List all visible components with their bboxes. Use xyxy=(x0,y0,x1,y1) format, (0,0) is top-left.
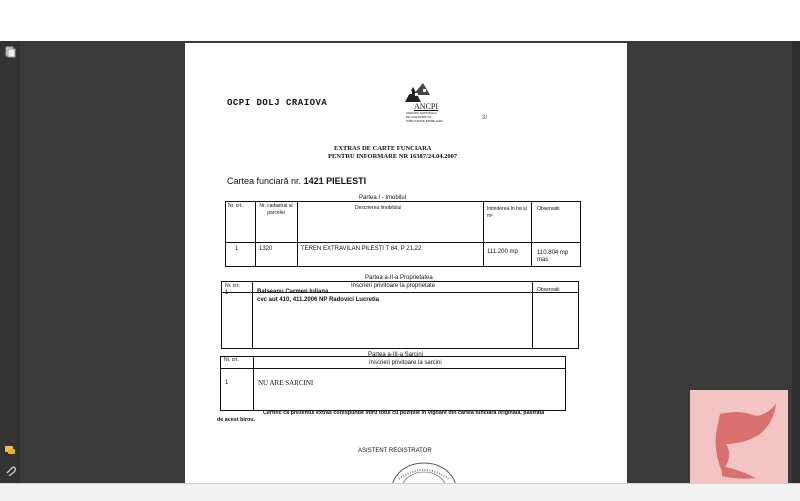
carte-funciara-line xyxy=(227,176,366,186)
status-bar xyxy=(0,483,800,501)
office-header: OCPI DOLJ CRAIOVA xyxy=(227,98,328,108)
part3-title: Partea a-III-a Sarcini xyxy=(368,352,424,358)
part2-owner-detail: cvc aut 410, 411.2006 NP Radovici Lucretia xyxy=(257,297,379,303)
signature-title: ASISTENT REGISTRATOR xyxy=(358,448,432,454)
agency-subtitle-2: DE CADASTRU SI xyxy=(406,115,432,119)
part2-header-observatii: Observatii xyxy=(537,287,560,293)
attachment-icon[interactable] xyxy=(4,464,16,476)
part3-header-nr: Nr. crt. xyxy=(224,357,239,363)
scanned-document-page xyxy=(185,43,627,483)
part3-subtitle: Inscrieri privitoare la sarcini xyxy=(369,360,442,366)
part2-title: Partea a-II-a Proprietatea xyxy=(365,275,433,281)
agency-name: ANCPI xyxy=(414,102,439,111)
top-toolbar xyxy=(0,0,800,41)
part2-header-nr: Nr. crt. xyxy=(225,283,240,289)
certify-line1: Certific că prezentul extras corespunde întru totul cu pozițiile în vigoare din cartea funciară originală, păstrată xyxy=(263,410,545,416)
bird-logo-icon xyxy=(690,390,788,483)
ancpi-logo xyxy=(403,81,443,127)
carte-label: Cartea funciară nr. xyxy=(227,176,302,186)
part2-owner: Balseanu Carmen Iuliana xyxy=(257,289,329,295)
comments-icon[interactable] xyxy=(4,443,16,455)
part3-row-nr: 1 xyxy=(225,380,229,386)
margin-mark: 3/ xyxy=(482,115,488,121)
pages-icon[interactable] xyxy=(4,45,16,57)
vertical-scrollbar[interactable] xyxy=(792,41,800,483)
certify-line2: de acest birou. xyxy=(217,417,256,423)
part1-header-nr: Nr. crt. xyxy=(228,203,243,209)
part1-title: Partea I - Imobilul xyxy=(359,195,407,201)
part1-header-cadastral: Nr. cadastral al parcelei xyxy=(259,203,293,216)
part2-row-nr: 1 xyxy=(225,290,229,296)
carte-value: 1421 PIELESTI xyxy=(303,176,367,186)
part1-row-observatii: 110.804 mp mas xyxy=(537,250,569,263)
doc-title-line2: PENTRU INFORMARE NR 16387/24.04.2007 xyxy=(328,153,458,160)
agency-subtitle-3: PUBLICITATE IMOBILIARA xyxy=(406,119,443,123)
agency-subtitle-1: AGENTIA NATIONALA xyxy=(406,111,437,115)
part1-header-description: Descrierea imobilului xyxy=(355,205,402,211)
side-toolbar xyxy=(0,41,20,483)
part1-header-area: Intinderea în ha și m² xyxy=(487,206,527,219)
part1-row-description: TEREN EXTRAVILAN PILESTI T 84, P 21,22 xyxy=(301,246,422,252)
part1-row-area: 111.200 mp xyxy=(487,249,518,255)
ancpi-logo-mark xyxy=(403,81,443,103)
doc-title-line1: EXTRAS DE CARTE FUNCIARA xyxy=(334,145,432,152)
part1-header-observatii: Observatii xyxy=(537,206,560,212)
part3-row-text: NU ARE SARCINI xyxy=(258,379,314,387)
official-stamp xyxy=(389,457,459,483)
part2-subtitle: Inscrieri privitoare la proprietate xyxy=(351,283,436,289)
watermark-logo xyxy=(690,390,788,483)
part1-row-cadastral: 1320 xyxy=(259,246,273,252)
part1-row-nr: 1 xyxy=(235,246,239,252)
